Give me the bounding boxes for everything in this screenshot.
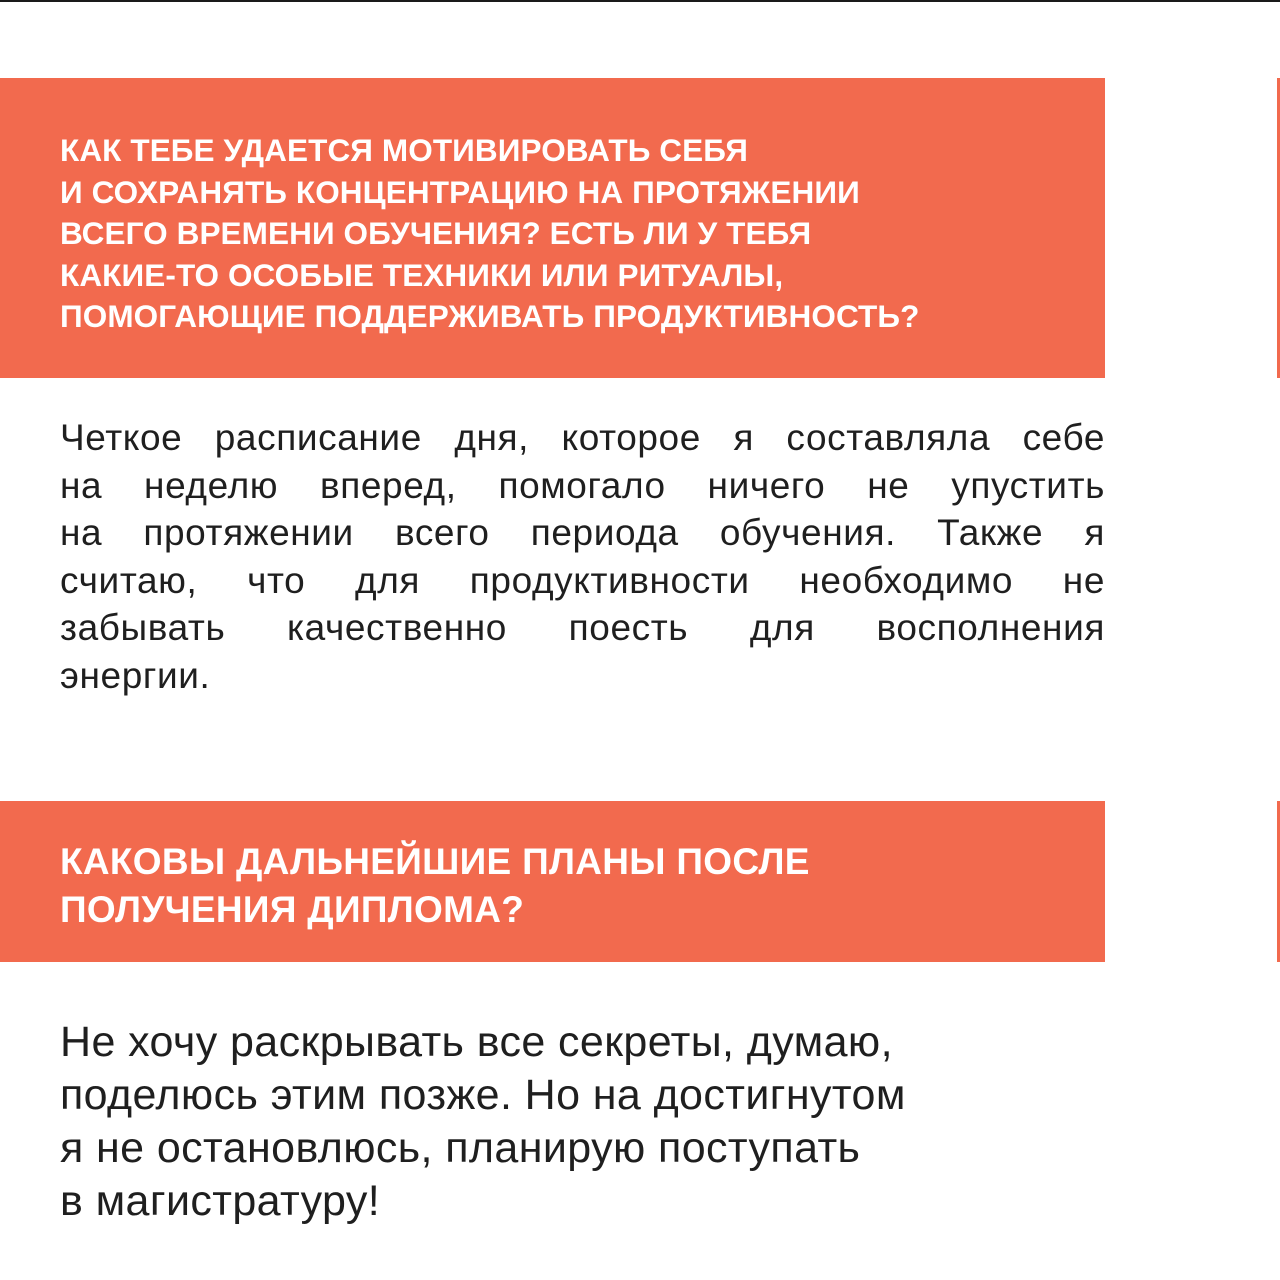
question-1-heading: [60, 130, 1105, 338]
question-1-line: КАКИЕ-ТО ОСОБЫЕ ТЕХНИКИ ИЛИ РИТУАЛЫ,: [60, 256, 784, 293]
answer-2-line: я не остановлюсь, планирую поступать: [60, 1124, 861, 1172]
answer-1-line: считаю, что для продуктивности необходимо не: [60, 559, 1105, 601]
question-banner-1: [0, 78, 1105, 378]
answer-1-text: [60, 414, 1105, 699]
answer-2-text: [60, 1016, 906, 1228]
answer-1-line: Четкое расписание дня, которое я составляла себе: [60, 417, 1105, 458]
answer-1-line: на неделю вперед, помогало ничего не упустить: [60, 464, 1105, 506]
question-2-line: ПОЛУЧЕНИЯ ДИПЛОМА?: [60, 889, 525, 930]
question-1-line: КАК ТЕБЕ УДАЕТСЯ МОТИВИРОВАТЬ СЕБЯ: [60, 132, 748, 168]
question-banner-2: [0, 801, 1105, 962]
answer-1-line: энергии.: [60, 654, 211, 696]
question-2-heading: [60, 838, 1105, 934]
question-1-line: ВСЕГО ВРЕМЕНИ ОБУЧЕНИЯ? ЕСТЬ ЛИ У ТЕБЯ: [60, 215, 812, 251]
answer-1-line: забывать качественно поесть для восполнения: [60, 607, 1105, 648]
question-1-line: И СОХРАНЯТЬ КОНЦЕНТРАЦИЮ НА ПРОТЯЖЕНИИ: [60, 173, 860, 210]
question-1-line: ПОМОГАЮЩИЕ ПОДДЕРЖИВАТЬ ПРОДУКТИВНОСТЬ?: [60, 298, 920, 334]
answer-2-line: в магистратуру!: [60, 1177, 381, 1225]
answer-2-line: Не хочу раскрывать все секреты, думаю,: [60, 1018, 893, 1066]
question-2-line: КАКОВЫ ДАЛЬНЕЙШИЕ ПЛАНЫ ПОСЛЕ: [60, 841, 810, 882]
answer-1-line: на протяжении всего периода обучения. Также я: [60, 512, 1105, 553]
top-divider: [0, 0, 1280, 2]
answer-2-line: поделюсь этим позже. Но на достигнутом: [60, 1071, 906, 1119]
